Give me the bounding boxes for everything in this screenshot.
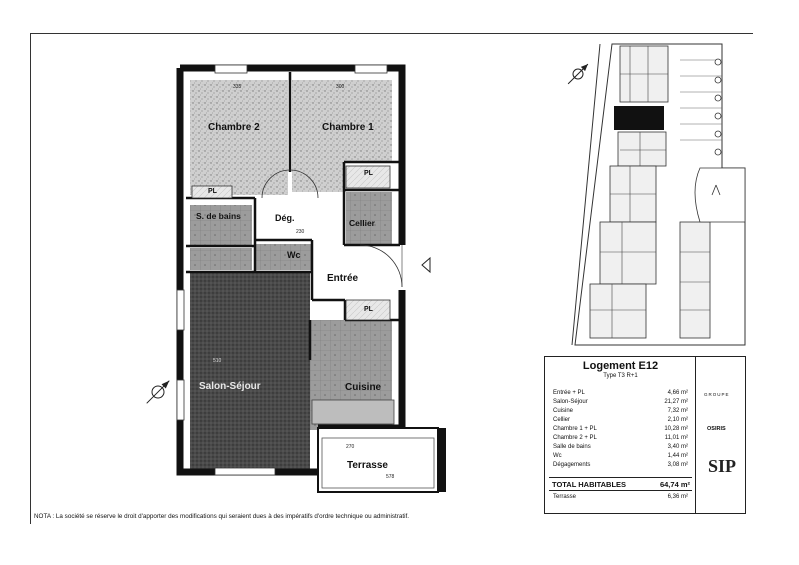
area-row-name: Chambre 1 + PL bbox=[553, 426, 597, 432]
area-row-value: 21,27 m² bbox=[664, 399, 688, 405]
room-label-sejour: Salon-Séjour bbox=[199, 381, 261, 392]
area-row-name: Cuisine bbox=[553, 408, 574, 414]
title-block-divider bbox=[695, 357, 696, 513]
room-label-bains: S. de bains bbox=[196, 211, 241, 221]
chambre2-floor bbox=[190, 80, 288, 195]
closet-label: PL bbox=[364, 306, 373, 313]
sejour-floor bbox=[190, 272, 310, 472]
room-label-cellier: Cellier bbox=[349, 218, 375, 228]
area-row-name: Chambre 2 + PL bbox=[553, 435, 597, 441]
title-block bbox=[544, 356, 746, 514]
area-row-value: 3,08 m² bbox=[667, 462, 688, 468]
sip-text: SIP bbox=[708, 456, 737, 476]
terrace-wall bbox=[438, 428, 446, 492]
window bbox=[177, 380, 184, 420]
dimension-label: 578 bbox=[386, 474, 395, 480]
title-block-title: Logement E12 bbox=[582, 360, 659, 372]
area-row bbox=[553, 408, 688, 417]
room-label-chambre2: Chambre 2 bbox=[208, 122, 260, 133]
kitchen-counter bbox=[312, 400, 394, 424]
chambre1-alcove bbox=[292, 162, 344, 192]
area-row-value: 3,40 m² bbox=[667, 444, 688, 450]
room-label-deg: Dég. bbox=[275, 213, 295, 223]
title-block-type: Type T3 R+1 bbox=[603, 373, 638, 379]
area-row-name: Salon-Séjour bbox=[553, 399, 588, 405]
north-arrow-icon bbox=[142, 376, 173, 407]
area-row-value: 2,10 m² bbox=[667, 417, 688, 423]
area-row-value: 4,66 m² bbox=[667, 390, 688, 396]
area-row bbox=[553, 453, 688, 462]
room-label-chambre1: Chambre 1 bbox=[322, 122, 374, 133]
area-row-value: 10,28 m² bbox=[664, 426, 688, 432]
room-label-wc: Wc bbox=[287, 250, 301, 260]
room-label-terrasse: Terrasse bbox=[347, 460, 388, 471]
north-arrow-icon bbox=[565, 61, 592, 88]
area-row bbox=[553, 390, 688, 399]
total-value: 64,74 m² bbox=[659, 480, 690, 489]
area-row-name: Entrée + PL bbox=[553, 390, 585, 396]
bathroom-lower bbox=[190, 248, 252, 270]
window bbox=[355, 65, 387, 73]
osiris-text: OSIRIS bbox=[707, 426, 726, 432]
disclaimer-note: NOTA : La société se réserve le droit d'apporter des modifications qui seraient dues à des impératifs d'ordre technique ou administratif. bbox=[34, 513, 410, 520]
window bbox=[177, 290, 184, 330]
area-row-name: Dégagements bbox=[553, 462, 591, 468]
closet-label: PL bbox=[208, 188, 217, 195]
terrace-value: 6,36 m² bbox=[667, 494, 688, 500]
group-text: GROUPE bbox=[704, 392, 730, 397]
area-row bbox=[553, 399, 688, 408]
area-row bbox=[553, 417, 688, 426]
area-row bbox=[553, 426, 688, 435]
area-row-name: Wc bbox=[553, 453, 562, 459]
dimension-label: 270 bbox=[346, 444, 355, 450]
dimension-label: 510 bbox=[213, 358, 222, 364]
terrace-label: Terrasse bbox=[553, 494, 577, 500]
area-row-value: 1,44 m² bbox=[667, 453, 688, 459]
area-row bbox=[553, 462, 688, 471]
total-row bbox=[549, 477, 692, 491]
room-label-entree: Entrée bbox=[327, 273, 359, 284]
dimension-label: 300 bbox=[336, 84, 345, 90]
area-row-name: Cellier bbox=[553, 417, 571, 423]
chambre1-floor bbox=[292, 80, 392, 162]
area-row-value: 7,32 m² bbox=[667, 408, 688, 414]
area-row bbox=[553, 435, 688, 444]
site-plan bbox=[572, 44, 745, 345]
room-label-cuisine: Cuisine bbox=[345, 382, 382, 393]
wc-floor bbox=[256, 244, 312, 270]
dimension-label: 230 bbox=[296, 229, 305, 235]
area-row bbox=[553, 444, 688, 453]
dimension-label: 335 bbox=[233, 84, 242, 90]
window bbox=[215, 468, 275, 475]
area-row-name: Salle de bains bbox=[553, 444, 591, 450]
total-label: TOTAL HABITABLES bbox=[552, 480, 627, 489]
closet-label: PL bbox=[364, 170, 373, 177]
logement-e12-highlight bbox=[614, 106, 664, 130]
entry-arrow bbox=[422, 258, 430, 272]
area-row-value: 11,01 m² bbox=[664, 435, 688, 441]
window bbox=[215, 65, 247, 73]
